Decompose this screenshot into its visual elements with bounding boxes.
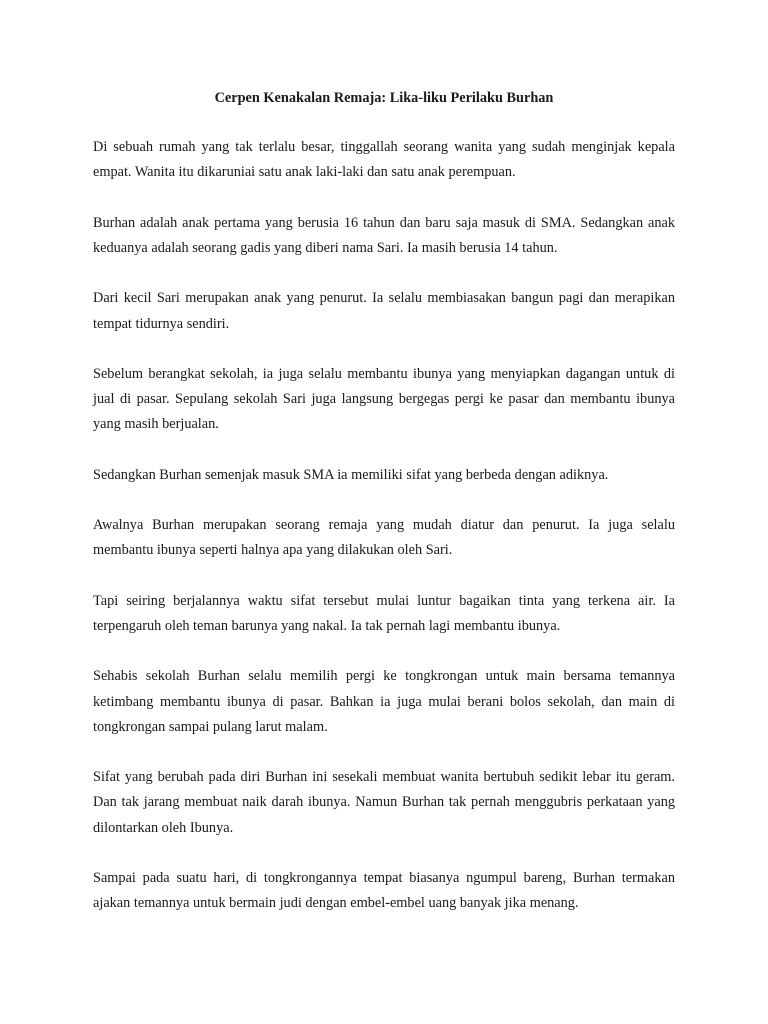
paragraph-1: Di sebuah rumah yang tak terlalu besar, tinggallah seorang wanita yang sudah menginjak kepala empat. Wanita itu dikaruniai satu anak laki-laki dan satu anak perempuan.: [93, 139, 675, 181]
paragraph-9: Sifat yang berubah pada diri Burhan ini sesekali membuat wanita bertubuh sedikit lebar itu geram. Dan tak jarang membuat naik darah ibunya. Namun Burhan tak pernah menggubris perkataan yang dilontarkan oleh Ibunya.: [93, 769, 675, 836]
paragraph-2: Burhan adalah anak pertama yang berusia 16 tahun dan baru saja masuk di SMA. Sedangkan anak keduanya adalah seorang gadis yang diberi nama Sari. Ia masih berusia 14 tahun.: [93, 214, 675, 256]
paragraph-5: Sedangkan Burhan semenjak masuk SMA ia memiliki sifat yang berbeda dengan adiknya.: [93, 466, 609, 483]
paragraph-4: Sebelum berangkat sekolah, ia juga selalu membantu ibunya yang menyiapkan dagangan untuk di jual di pasar. Sepulang sekolah Sari juga langsung bergegas pergi ke pasar dan membantu ibunya yang masih berjualan.: [93, 365, 675, 433]
paragraph-3: Dari kecil Sari merupakan anak yang penurut. Ia selalu membiasakan bangun pagi dan merapikan tempat tidurnya sendiri.: [93, 290, 675, 332]
paragraph-8: Sehabis sekolah Burhan selalu memilih pergi ke tongkrongan untuk main bersama temannya ketimbang membantu ibunya di pasar. Bahkan ia juga mulai berani bolos sekolah, dan main di tongkrongan sampai pulang larut malam.: [93, 668, 675, 735]
paragraph-6: Awalnya Burhan merupakan seorang remaja yang mudah diatur dan penurut. Ia juga selalu membantu ibunya seperti halnya apa yang dilakukan oleh Sari.: [93, 517, 675, 559]
paragraph-10: Sampai pada suatu hari, di tongkrongannya tempat biasanya ngumpul bareng, Burhan termakan ajakan temannya untuk bermain judi dengan embel-embel uang banyak jika menang.: [93, 869, 675, 912]
paragraph-7: Tapi seiring berjalannya waktu sifat tersebut mulai luntur bagaikan tinta yang terkena air. Ia terpengaruh oleh teman barunya yang nakal. Ia tak pernah lagi membantu ibunya.: [93, 592, 675, 634]
document-body: [93, 86, 675, 942]
document-title: Cerpen Kenakalan Remaja: Lika-liku Perilaku Burhan: [214, 90, 554, 106]
